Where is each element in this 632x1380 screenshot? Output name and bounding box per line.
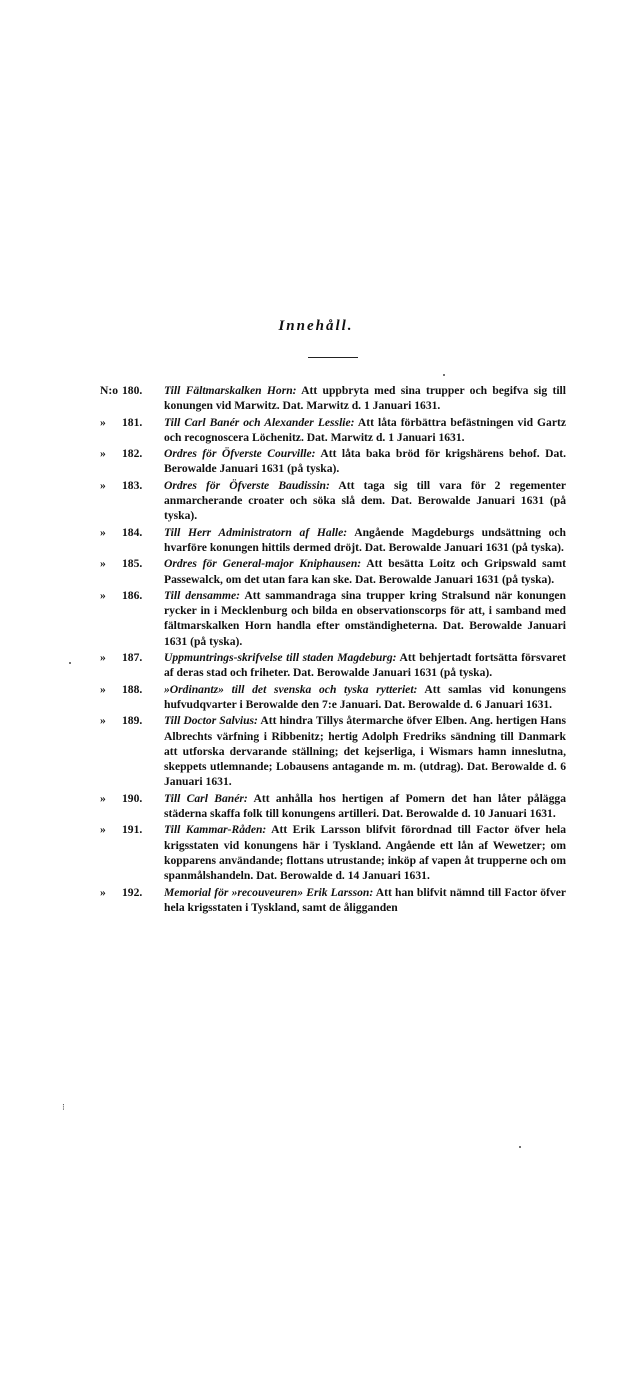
entry-heading: Uppmuntrings-skrifvelse till staden Magdeburg: [164,651,397,665]
entry-prefix: » [100,588,106,602]
entry-prefix: » [100,714,106,728]
entry-number: 191. [122,823,143,837]
speck [519,1146,521,1148]
entry-body [164,478,566,524]
speck [69,662,71,664]
entry-number: 182. [122,447,143,461]
entry-number: 190. [122,791,143,805]
entry-body [164,383,566,414]
toc-entry [0,588,632,649]
entry-body [164,415,566,446]
entry-heading: Till Kammar-Råden: [164,823,267,837]
toc-entry [0,478,632,524]
entry-prefix: » [100,415,106,429]
entry-body [164,791,566,822]
speck [443,374,445,376]
entry-number: 184. [122,525,143,539]
entry-number: 192. [122,885,143,899]
entry-prefix: » [100,447,106,461]
toc-entry [0,556,632,587]
entry-prefix: » [100,478,106,492]
entry-text: Att besätta Loitz och Gripswald samt Passewalck, om det utan fara kan ske. Dat. Berowalde Januari 1631 (på tyska). [164,557,566,586]
toc-entry [0,791,632,822]
title-divider [308,357,358,358]
page-title: Innehåll. [278,318,354,334]
entry-heading: Till densamme: [164,588,241,602]
entry-prefix: N:o [100,384,119,397]
entry-heading: Till Doctor Salvius: [164,714,258,728]
entry-text: Att behjertadt fortsätta försvaret af deras stad och friheter. Dat. Berowalde Januari 1631 (på tyska). [164,651,566,680]
entry-body [164,822,566,883]
entry-text: Att uppbryta med sina trupper och begifva sig till konungen vid Marwitz. Dat. Marwitz d. 1 Januari 1631. [164,384,566,413]
entry-text: Att Erik Larsson blifvit förordnad till Factor öfver hela krigsstaten vid konungens här i Tyskland. Angående ett lån af Wewetzer; om kopparens användande; flottans utrustande; inköp af vapen åt trupperne och om spanmålshandeln. Dat. Berowalde d. 14 Januari 1631. [164,823,566,883]
entry-number: 180. [122,384,143,397]
entry-body [164,446,566,477]
entry-heading: Memorial för »recouveuren» Erik Larsson: [164,885,374,899]
entry-prefix: » [100,525,106,539]
entry-body [164,556,566,587]
toc-entry [0,713,632,789]
margin-mark: ⁝ [62,1102,65,1112]
entry-heading: Till Herr Administratorn af Halle: [164,525,348,539]
entry-text: Att låta förbättra befästningen vid Gartz och recognoscera Löchenitz. Dat. Marwitz d. 1 Januari 1631. [164,415,566,444]
entry-body [164,682,566,713]
entry-text: Att samlas vid konungens hufvudqvarter i Berowalde den 7:e Januari. Dat. Berowalde d. 6 Januari 1631. [164,682,566,711]
toc-entry [0,822,632,883]
entry-prefix: » [100,651,106,665]
entry-prefix: » [100,791,106,805]
entry-prefix: » [100,823,106,837]
entry-heading: Ordres för Öfverste Courville: [164,447,316,461]
entry-number: 185. [122,557,143,571]
entry-text: Att han blifvit nämnd till Factor öfver hela krigsstaten i Tyskland, samt de åligganden [164,885,566,914]
entry-text: Att sammandraga sina trupper kring Stralsund när konungen rycker in i Mecklenburg och bilda en observationscorps för att, i samband med fältmarskalken Horn handla efter omständigheterna. Dat. Berowalde Januari 1631 (på tyska). [164,588,566,648]
entry-body [164,588,566,649]
entry-heading: Till Fältmarskalken Horn: [164,384,297,397]
entry-number: 181. [122,415,143,429]
entry-number: 187. [122,651,143,665]
toc-entry [0,525,632,556]
entry-body [164,885,566,916]
entry-heading: Ordres för Öfverste Baudissin: [164,478,330,492]
toc-entry [0,682,632,713]
entry-number: 188. [122,682,143,696]
toc-entry [0,415,632,446]
entry-text: Angående Magdeburgs undsättning och hvarföre konungen hittils dermed dröjt. Dat. Berowalde Januari 1631 (på tyska). [164,525,567,554]
entry-text: Att anhålla hos hertigen af Pomern det han låter pålägga städerna skaffa folk till konungens artilleri. Dat. Berowalde d. 10 Januari 1631. [164,791,566,821]
entry-heading: »Ordinantz» till det svenska och tyska rytteriet: [164,682,418,696]
entry-number: 183. [122,478,143,492]
entry-heading: Till Carl Banér och Alexander Lesslie: [164,415,355,429]
entry-text: Att taga sig till vara för 2 regementer anmarcherande croater och söka slå dem. Dat. Berowalde Januari 1631 (på tyska). [164,478,566,523]
entry-prefix: » [100,885,106,899]
table-of-contents [0,383,632,916]
toc-entry [0,650,632,681]
entry-number: 189. [122,714,143,728]
entry-prefix: » [100,682,106,696]
entry-body [164,713,566,789]
toc-entry [0,446,632,477]
entry-prefix: » [100,557,106,571]
entry-text: Att hindra Tillys återmarche öfver Elben. Ang. hertigen Hans Albrechts värfning i Ribbenitz; hertig Adolph Fredriks sändning till Danmark att utforska dervarande ställning; det kejserliga, i Wismars hamn inneslutna, skeppets utlemnande; Lobausens antagande m. m. (utdrag). Dat. Berowalde d. 6 Januari 1631. [164,714,566,789]
entry-body [164,525,566,556]
entry-heading: Till Carl Banér: [164,791,248,805]
toc-entry [0,885,632,916]
entry-text: Att låta baka bröd för krigshärens behof. Dat. Berowalde Januari 1631 (på tyska). [164,447,566,476]
entry-body [164,650,566,681]
entry-number: 186. [122,588,143,602]
toc-entry [0,383,632,414]
entry-heading: Ordres för General-major Kniphausen: [164,557,362,571]
